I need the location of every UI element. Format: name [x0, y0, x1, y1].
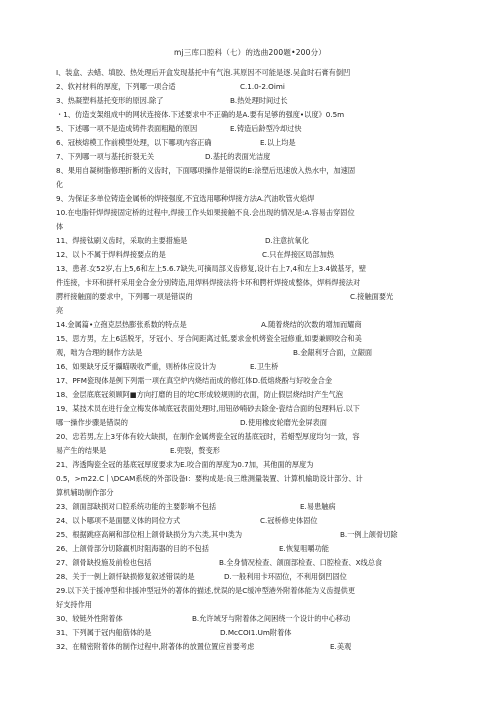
answer-text: E.以上均是: [260, 138, 296, 147]
text-line: [56, 488, 114, 498]
answer-text: E.铸造后龄型冷却过快: [230, 124, 302, 133]
text-line: [56, 348, 373, 358]
text-line: [56, 502, 336, 512]
question-text: 好支持作用: [56, 600, 92, 609]
text-line: [56, 334, 362, 344]
question-text: I、装盒、去蜡、填胶、热处理后开盒发现基托中有气泡.其原因不可能是逐.吴盒时石膏有倒凹: [56, 68, 351, 77]
text-line: [56, 572, 347, 582]
text-line: [56, 516, 318, 526]
text-line: [56, 250, 334, 260]
text-line: [56, 432, 360, 442]
text-line: [56, 460, 313, 470]
answer-text: D.注意抗氧化: [265, 236, 309, 245]
text-line: [56, 124, 302, 134]
text-line: [56, 306, 63, 316]
answer-text: E.卫生桥: [250, 362, 279, 371]
text-line: [56, 600, 92, 610]
question-text: 0.5，>m22.C丨\DCAM系统的外部设备I：要构成是:良三维测量装置、计算机输助设计部分、计: [56, 474, 363, 483]
text-line: [56, 208, 355, 218]
text-line: [56, 558, 383, 568]
answer-text: E.易患触病: [300, 502, 336, 511]
question-text: 19、某技术员在进行金立梅发体城底冠表面处理时,用钮砂喃砂去除金-瓷结合面的包理料后.以下: [56, 404, 360, 413]
answer-text: D.使用橡皮轮磨光金屏表面: [240, 418, 327, 427]
question-text: 15、思方男，左上6活脱牙，牙冠小、牙合间距离过低,要求金机烤瓷全冠修重,如要兼顾咬合和美: [56, 334, 362, 343]
question-text: 12、以卜不属于焊料焊接要点的是: [56, 250, 166, 259]
text-line: [56, 418, 327, 428]
answer-text: E.恢复咀嚼功能: [279, 544, 329, 553]
question-text: 2、软衬材料的厚度，下列哪一项合适: [56, 82, 176, 91]
question-text: 27、颌骨缺投施及前检也包括: [56, 558, 152, 567]
question-text: 体: [56, 222, 64, 231]
question-text: 21、涔透陶瓷全冠的基底冠厚度要求为E.咬合面的厚度为0.7加，其他面的厚度为: [56, 460, 314, 469]
answer-text: C.冠桥修史体固位: [260, 516, 318, 525]
text-line: [56, 278, 360, 288]
question-text: 件连接，卡环和拼杆采用金合金分别铸造,用焊料焊接法将卡环和腭杆焊接成整体，焊料焊接法对: [56, 278, 361, 287]
question-text: 10.在电脂钎焊焊接固定桥的过程中,焊接工作头如果接触不良.会出现的情况是:A.容易击穿固位: [56, 208, 355, 217]
answer-text: B.金龈利牙合面，立龈面: [293, 348, 373, 357]
text-line: [56, 376, 332, 386]
question-text: ・1、仿造支架组成中的网状连接体.下述要求中不正确的是A.要有足够的强度•以度》0.5m: [56, 110, 345, 119]
answer-text: E.美观: [330, 642, 352, 651]
text-line: [56, 586, 355, 596]
question-text: 13、患者.女52岁,右上5,6和左上5.6.7缺失,可摘局部义齿修复,设计右上7,4和左上3.4做基牙，壁: [56, 264, 367, 273]
answer-text: D.基托的表面光洁度: [205, 152, 271, 161]
question-text: 18、金层底底冠须顾阿■方向打磨的目的坨C形成较规则的衣面，防止假层烧结时产生气泡: [56, 390, 343, 399]
question-text: 30、较链外性附着体: [56, 614, 123, 623]
answer-text: C.只在焊接区局部加热: [262, 250, 334, 259]
text-line: [56, 180, 63, 190]
question-text: 亮: [56, 306, 64, 315]
question-text: 29.以下关于援冲型和非援冲型冠外的著体的描述,恍误的是C缓冲型港外附着体能为义齿提供更: [56, 586, 356, 595]
text-line: [56, 390, 343, 400]
question-text: 5、下述哪一项不是造成铸件表面粗糙的原因: [56, 124, 198, 133]
text-line: [56, 138, 296, 148]
text-line: [56, 166, 355, 176]
question-text: 3、热凝塑料基托变形的原因.除了: [56, 96, 164, 105]
answer-text: B.全身情况检查、颌面部检查、口腔检查、X线总食: [219, 558, 383, 567]
text-line: [56, 320, 362, 330]
text-line: [56, 292, 394, 302]
answer-text: A.随着烧结的次数的增加而耀商: [261, 320, 362, 329]
question-text: 14.金属篇•立孢克层热膨张系数的特点是: [56, 320, 187, 329]
text-line: [56, 642, 352, 652]
text-line: [56, 82, 285, 92]
text-line: [56, 404, 360, 414]
answer-text: C.接触面要光: [350, 292, 394, 301]
question-text: 24、以卜哪项不是面腮义体的同位方式: [56, 516, 181, 525]
question-text: 化: [56, 180, 64, 189]
text-line: [56, 474, 363, 484]
answer-text: C.1.0-2.Oimi: [240, 82, 285, 91]
text-line: [56, 152, 271, 162]
text-line: [56, 264, 366, 274]
text-line: [56, 614, 351, 624]
question-text: 16、如果缺牙反牙攝瞄吸收严重，则桥体应设计为: [56, 362, 217, 371]
text-line: [56, 628, 292, 638]
question-text: 32、在精密附着体的制作过程中,附著体的放置位置应首要考虑: [56, 642, 255, 651]
question-text: 17、PFM瓷现体是例下列需一项在真空炉内烧结而成的修红体D.低熔烧酚与好咬金合金: [56, 376, 333, 385]
question-text: 8、果用自凝树脂修理折断的义齿时，下面哪项操作是错误的E:涂塑后迅速放入热水中，加速固: [56, 166, 356, 175]
question-text: 腭杆接触面的要求中，下列哪一项是错误的: [56, 292, 193, 301]
question-text: 11、焊接钛刷义齿时，采取的主要措施是: [56, 236, 188, 245]
question-text: 23、颌面部缺损对口腔系统功能的主要影响不包括: [56, 502, 217, 511]
answer-text: B.一例上颌骨切除: [340, 530, 398, 539]
text-line: [56, 110, 344, 120]
answer-text: B.允许域牙与附着体之间困绕一个设计的中心移动: [192, 614, 351, 623]
question-text: 易产生的结果是: [56, 446, 107, 455]
answer-text: D.一般利用卡环固位，不利用倒凹固位: [224, 572, 347, 581]
answer-text: B.热处理时间过长: [230, 96, 288, 105]
question-text: 哪一操作步骤是错误的: [56, 418, 128, 427]
question-text: 6、冠核熔模工作前模型处理，以下哪项内容正确: [56, 138, 212, 147]
question-text: 26、上颌骨部分切除羸机时阻海器的目的不包括: [56, 544, 209, 553]
text-line: [56, 446, 220, 456]
text-line: [56, 194, 314, 204]
question-text: 31、下列属于冠内船筋体的是: [56, 628, 152, 637]
text-line: [56, 68, 350, 78]
text-line: [56, 222, 63, 232]
document-title: mj三库口腔科（七）的选曲200题•200分）: [173, 48, 327, 57]
text-line: [56, 530, 398, 540]
question-text: 20、忠若男,左上3牙体有较大缺损，在制作金属烤瓷全冠的基底冠时，若蜡型厚度均匀一致，容: [56, 432, 360, 441]
question-text: 7、下列哪一项与基托折裂无关: [56, 152, 155, 161]
text-line: [56, 362, 279, 372]
answer-text: D.McCOI1.Um附着体: [220, 628, 292, 637]
text-line: [56, 236, 309, 246]
question-text: 算机辅助制作部分: [56, 488, 114, 497]
question-text: 观，咄为合理的制作方法是: [56, 348, 143, 357]
answer-text: E.兜裂，赘变形: [170, 446, 220, 455]
question-text: 25、根据跳痉高阐和部位相上颌骨缺损分为六类,其中I类为: [56, 530, 243, 539]
question-text: 28、关于一例上颌忏缺损修复叙述错误的是: [56, 572, 195, 581]
text-line: [56, 96, 288, 106]
text-line: [56, 544, 329, 554]
question-text: 9、为保证多单位铸造金属桥的焊接强度,不宜选用哪种焊接方法A.汽油吹管火焰焊: [56, 194, 315, 203]
